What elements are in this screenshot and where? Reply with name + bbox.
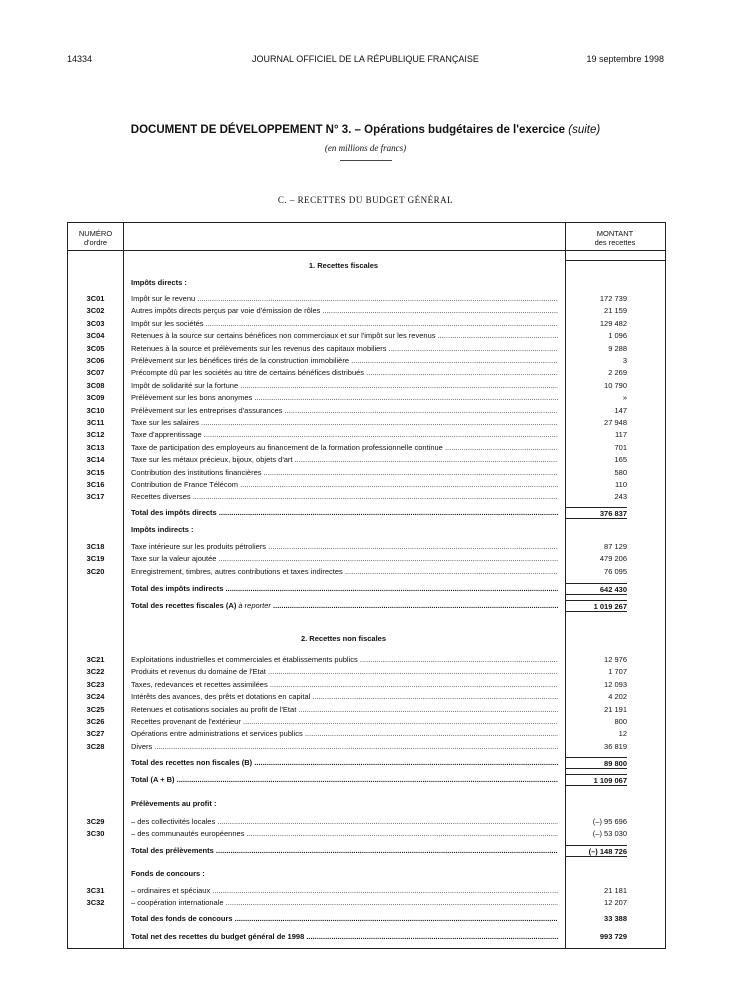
row-label [131, 728, 558, 739]
row-label-text: Taxe de participation des employeurs au financement de la formation professionnelle continue [131, 442, 443, 452]
row-label [131, 897, 558, 908]
row-code: 3C01 [86, 294, 105, 303]
row-label-text: Total des impôts indirects [131, 584, 224, 593]
table-row [68, 654, 665, 665]
table-row [68, 741, 665, 752]
part2-title: 2. Recettes non fiscales [300, 634, 387, 643]
row-label-text: Total des recettes non fiscales (B) [131, 758, 253, 767]
table-row [68, 454, 665, 465]
table-row [68, 305, 665, 316]
row-value: 21 159 [604, 306, 627, 316]
row-label [131, 467, 558, 478]
row-code: 3C29 [86, 817, 105, 826]
table-row [68, 566, 665, 577]
table-row [68, 380, 665, 391]
table-row [68, 417, 665, 428]
row-code: 3C12 [86, 430, 105, 440]
row-value: 580 [614, 467, 627, 477]
row-label-text: Intérêts des avances, des prêts et dotations en capital [131, 692, 311, 702]
row-code: 3C02 [86, 306, 105, 316]
row-code: 3C08 [86, 380, 105, 390]
row-code: 3C31 [86, 886, 105, 895]
group-indirect-heading: Impôts indirects : [131, 525, 194, 534]
row-code: 3C05 [86, 343, 105, 353]
row-label-text: Prélèvement sur les bénéfices tirés de la construction immobilière [131, 356, 350, 365]
issue-date: 19 septembre 1998 [586, 54, 664, 64]
row-label-text: Taxe d'apprentissage [131, 430, 202, 440]
row-code: 3C23 [86, 679, 105, 689]
row-label [131, 507, 558, 518]
row-label [131, 380, 558, 391]
row-label [131, 429, 558, 440]
row-label [131, 600, 558, 611]
row-code: 3C25 [86, 704, 105, 714]
row-value: 701 [614, 442, 627, 452]
row-value: » [622, 393, 627, 403]
journal-title: JOURNAL OFFICIEL DE LA RÉPUBLIQUE FRANÇAISE [252, 54, 479, 64]
table-row [68, 728, 665, 739]
row-value: 33 388 [604, 914, 627, 923]
table-row [68, 666, 665, 677]
total-row [68, 774, 665, 785]
row-code: 3C14 [86, 455, 105, 465]
document-title-main: DOCUMENT DE DÉVELOPPEMENT N° 3. – Opérations budgétaires de l'exercice [130, 124, 566, 136]
row-label-text: – ordinaires et spéciaux [131, 886, 211, 895]
row-code: 3C11 [86, 418, 105, 427]
row-label-text: Total net des recettes du budget général de 1998 [131, 932, 305, 941]
table-row [68, 392, 665, 403]
row-label [131, 583, 558, 594]
row-label-text: Taxe intérieure sur les produits pétroliers [131, 542, 267, 551]
total-row [68, 931, 665, 942]
row-label-text: Total des recettes fiscales (A) [131, 601, 237, 610]
row-label [131, 704, 558, 715]
row-code: 3C13 [86, 442, 105, 452]
row-label-text: Taxes, redevances et recettes assimilées [131, 679, 268, 689]
row-code: 3C07 [86, 368, 105, 378]
row-label [131, 931, 558, 942]
row-label-text: Taxe sur les salaires [131, 418, 199, 427]
row-value: 12 976 [604, 655, 627, 664]
row-label-text: Total des impôts directs [131, 508, 217, 517]
row-label-text: Recettes diverses [131, 492, 191, 502]
row-code: 3C21 [86, 655, 105, 664]
row-label [131, 828, 558, 839]
row-label [131, 454, 558, 465]
row-label [131, 913, 558, 924]
row-value: 110 [615, 480, 627, 489]
row-label-text: Prélèvement sur les entreprises d'assurances [131, 405, 283, 415]
row-value: 12 093 [604, 679, 627, 689]
row-code: 3C19 [86, 554, 105, 564]
table-row [68, 828, 665, 839]
row-label [131, 491, 558, 502]
row-value: 1 019 267 [565, 600, 627, 612]
table-row [68, 885, 665, 896]
row-label [131, 566, 558, 577]
row-label-text: Impôt sur les sociétés [131, 318, 204, 328]
row-value: 1 707 [608, 667, 627, 677]
section-title: C. – RECETTES DU BUDGET GÉNÉRAL [277, 195, 454, 205]
row-value: 1 109 067 [565, 774, 627, 786]
row-value: (–) 95 696 [592, 817, 627, 826]
table-row [68, 293, 665, 304]
header-divider [68, 250, 665, 251]
row-code: 3C06 [86, 356, 105, 365]
row-label-text: Taxe sur les métaux précieux, bijoux, objets d'art [131, 455, 293, 465]
column-header-amount: MONTANT des recettes [594, 229, 636, 247]
row-label [131, 442, 558, 453]
page-number: 14334 [67, 54, 93, 64]
amount-subheader-rule [565, 260, 665, 261]
row-value: 129 482 [599, 318, 627, 328]
row-label-text: Total des prélèvements [131, 846, 214, 855]
row-label [131, 774, 558, 785]
row-label-text: – des communautés européennes [131, 829, 245, 839]
row-code: 3C26 [86, 717, 105, 726]
row-value: 36 819 [604, 741, 627, 751]
row-value: 9 288 [608, 343, 627, 353]
revenue-table [67, 222, 666, 949]
row-label-text: Exploitations industrielles et commerciales et établissements publics [131, 655, 358, 664]
row-value: 10 790 [604, 380, 627, 390]
table-row [68, 405, 665, 416]
total-row [68, 600, 665, 611]
row-value: 642 430 [565, 583, 627, 595]
table-row [68, 318, 665, 329]
group-fonds-heading: Fonds de concours : [131, 869, 205, 878]
row-label [131, 679, 558, 690]
row-value: 76 095 [604, 566, 627, 576]
table-row [68, 442, 665, 453]
total-row [68, 757, 665, 768]
row-label [131, 355, 558, 366]
row-label-text: Taxe sur la valeur ajoutée [131, 554, 217, 564]
row-label [131, 845, 558, 856]
row-label [131, 293, 558, 304]
row-label [131, 417, 558, 428]
row-value: 21 191 [604, 704, 627, 714]
row-code: 3C04 [86, 331, 105, 341]
row-value: 21 181 [604, 886, 627, 895]
row-label-text: Total des fonds de concours [131, 914, 233, 923]
row-label [131, 405, 558, 416]
row-code: 3C03 [86, 318, 105, 328]
row-label-text: Opérations entre administrations et services publics [131, 729, 303, 739]
row-label [131, 816, 558, 827]
row-value: (–) 148 726 [565, 845, 627, 857]
row-value: 993 729 [599, 932, 627, 941]
row-value: 27 948 [604, 418, 627, 427]
total-row [68, 845, 665, 856]
table-row [68, 467, 665, 478]
table-row [68, 429, 665, 440]
row-value: 479 206 [599, 554, 627, 564]
row-label-text: Retenues et cotisations sociales au profit de l'Etat [131, 704, 297, 714]
row-value: 800 [614, 717, 627, 726]
table-row [68, 343, 665, 354]
row-value: 147 [614, 405, 627, 415]
row-label-text: Retenues à la source sur certains bénéfices non commerciaux et sur l'impôt sur les revenus [131, 331, 436, 341]
document-title [0, 124, 731, 136]
row-label [131, 541, 558, 552]
row-label-suffix: à reporter [236, 601, 271, 610]
row-label [131, 741, 558, 752]
table-row [68, 330, 665, 341]
row-code: 3C32 [86, 898, 105, 908]
row-label-text: – des collectivités locales [131, 817, 216, 826]
row-code: 3C17 [86, 492, 105, 502]
table-row [68, 479, 665, 490]
table-row [68, 716, 665, 727]
row-label [131, 716, 558, 727]
table-row [68, 897, 665, 908]
row-code: 3C20 [86, 566, 105, 576]
row-label [131, 367, 558, 378]
table-row [68, 491, 665, 502]
row-code: 3C30 [86, 829, 105, 839]
row-code: 3C22 [86, 667, 105, 677]
document-title-suffix: (suite) [568, 124, 601, 136]
row-label-text: Enregistrement, timbres, autres contributions et taxes indirectes [131, 566, 343, 576]
row-label-text: Divers [131, 741, 153, 751]
table-row [68, 704, 665, 715]
row-value: 3 [622, 356, 627, 365]
row-label-text: – coopération internationale [131, 898, 224, 908]
row-code: 3C15 [86, 467, 105, 477]
row-label-text: Contribution des institutions financières [131, 467, 262, 477]
row-label-text: Prélèvement sur les bons anonymes [131, 393, 253, 403]
row-label [131, 757, 558, 768]
row-label [131, 318, 558, 329]
row-label [131, 654, 558, 665]
group-direct-heading: Impôts directs : [131, 278, 187, 287]
total-row [68, 583, 665, 594]
row-code: 3C24 [86, 692, 105, 702]
row-code: 3C18 [86, 542, 105, 551]
row-value: 12 207 [604, 898, 627, 908]
row-code: 3C28 [86, 741, 105, 751]
table-row [68, 816, 665, 827]
row-code: 3C10 [86, 405, 105, 415]
row-value: 165 [614, 455, 627, 465]
row-value: (–) 53 030 [592, 829, 627, 839]
row-label [131, 553, 558, 564]
table-row [68, 355, 665, 366]
table-row [68, 553, 665, 564]
table-row [68, 367, 665, 378]
row-value: 4 202 [608, 692, 627, 702]
table-row [68, 691, 665, 702]
table-row [68, 679, 665, 690]
row-label-text: Impôt sur le revenu [131, 294, 196, 303]
row-label-text: Impôt de solidarité sur la fortune [131, 380, 239, 390]
row-value: 1 096 [608, 331, 627, 341]
row-code: 3C16 [86, 480, 105, 489]
row-value: 89 800 [565, 757, 627, 769]
row-label [131, 885, 558, 896]
row-label-text: Retenues à la source et prélèvements sur les revenus des capitaux mobiliers [131, 343, 387, 353]
row-value: 172 739 [599, 294, 627, 303]
row-label-text: Total (A + B) [131, 775, 175, 784]
row-label [131, 392, 558, 403]
row-code: 3C09 [86, 393, 105, 403]
row-label [131, 691, 558, 702]
row-label-text: Recettes provenant de l'extérieur [131, 717, 241, 726]
row-label [131, 330, 558, 341]
row-label [131, 305, 558, 316]
column-header-number: NUMÉRO d'ordre [78, 229, 113, 247]
units-note: (en millions de francs) [324, 143, 407, 153]
group-prelevements-heading: Prélèvements au profit : [131, 799, 217, 808]
row-label-text: Autres impôts directs perçus par voie d'émission de rôles [131, 306, 321, 316]
row-value: 12 [618, 729, 627, 739]
row-label-text: Précompte dû par les sociétés au titre de certains bénéfices distribués [131, 368, 365, 378]
row-label [131, 666, 558, 677]
row-value: 2 269 [608, 368, 627, 378]
row-value: 117 [615, 430, 627, 440]
total-row [68, 507, 665, 518]
table-row [68, 541, 665, 552]
row-label-text: Contribution de France Télécom [131, 480, 238, 489]
row-code: 3C27 [86, 729, 105, 739]
row-label [131, 479, 558, 490]
part1-title: 1. Recettes fiscales [308, 261, 379, 270]
title-rule [340, 160, 392, 161]
row-label [131, 343, 558, 354]
row-value: 243 [614, 492, 627, 502]
total-row [68, 913, 665, 924]
row-label-text: Produits et revenus du domaine de l'Etat [131, 667, 266, 677]
row-value: 87 129 [604, 542, 627, 551]
row-value: 376 837 [565, 507, 627, 519]
